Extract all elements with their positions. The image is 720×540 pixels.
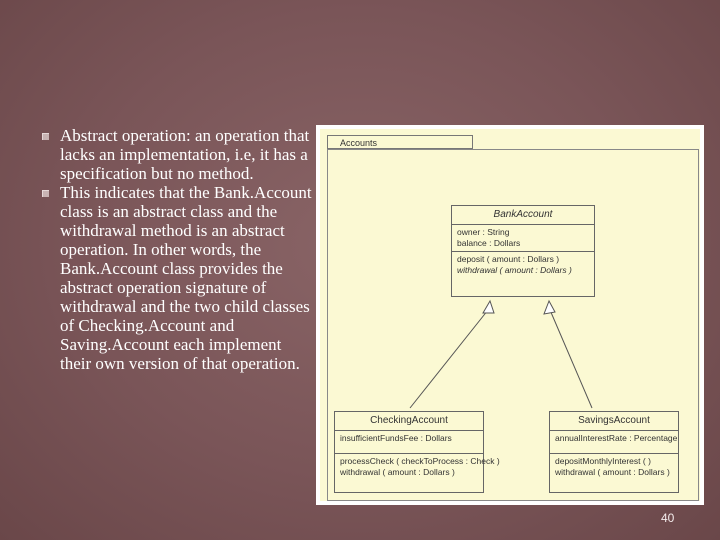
bullet-text: This indicates that the Bank.Account class is an abstract class and the withdrawal method is an abstract operation. In other words, the Bank.Account class provides the abstract operation signature of withdrawal and the two child classes of Checking.Account and Saving.Account each implement their own version of that operation. [60,183,312,373]
class-bank-account [451,205,595,297]
operation: withdrawal ( amount : Dollars ) [555,467,670,477]
square-bullet-icon [42,190,49,197]
class-checking-account [334,411,500,493]
attribute: insufficientFundsFee : Dollars [340,433,452,443]
square-bullet-icon [42,133,49,140]
attribute: balance : Dollars [457,238,521,248]
class-operations [452,252,594,278]
diagram-background [320,129,700,501]
class-attributes [335,431,483,454]
operation: processCheck ( checkToProcess : Check ) [340,456,500,466]
operation: depositMonthlyInterest ( ) [555,456,651,466]
attribute: owner : String [457,227,510,237]
class-name: CheckingAccount [335,412,483,431]
bullet-list [40,126,312,373]
class-name: BankAccount [452,206,594,225]
class-attributes [452,225,594,252]
class-savings-account [549,411,679,493]
attribute: annualInterestRate : Percentage [555,433,678,443]
bullet-text: Abstract operation: an operation that lacks an implementation, i.e, it has a specification but no method. [60,126,310,183]
class-operations [550,454,678,480]
package-tab: Accounts [327,135,473,149]
page-number: 40 [661,511,675,525]
bullet-item [40,183,312,373]
abstract-operation: withdrawal ( amount : Dollars ) [457,265,572,275]
operation: withdrawal ( amount : Dollars ) [340,467,455,477]
class-attributes [550,431,678,454]
class-operations [335,454,500,480]
uml-diagram [316,125,704,505]
operation: deposit ( amount : Dollars ) [457,254,560,264]
class-name: SavingsAccount [550,412,678,431]
bullet-item [40,126,312,183]
